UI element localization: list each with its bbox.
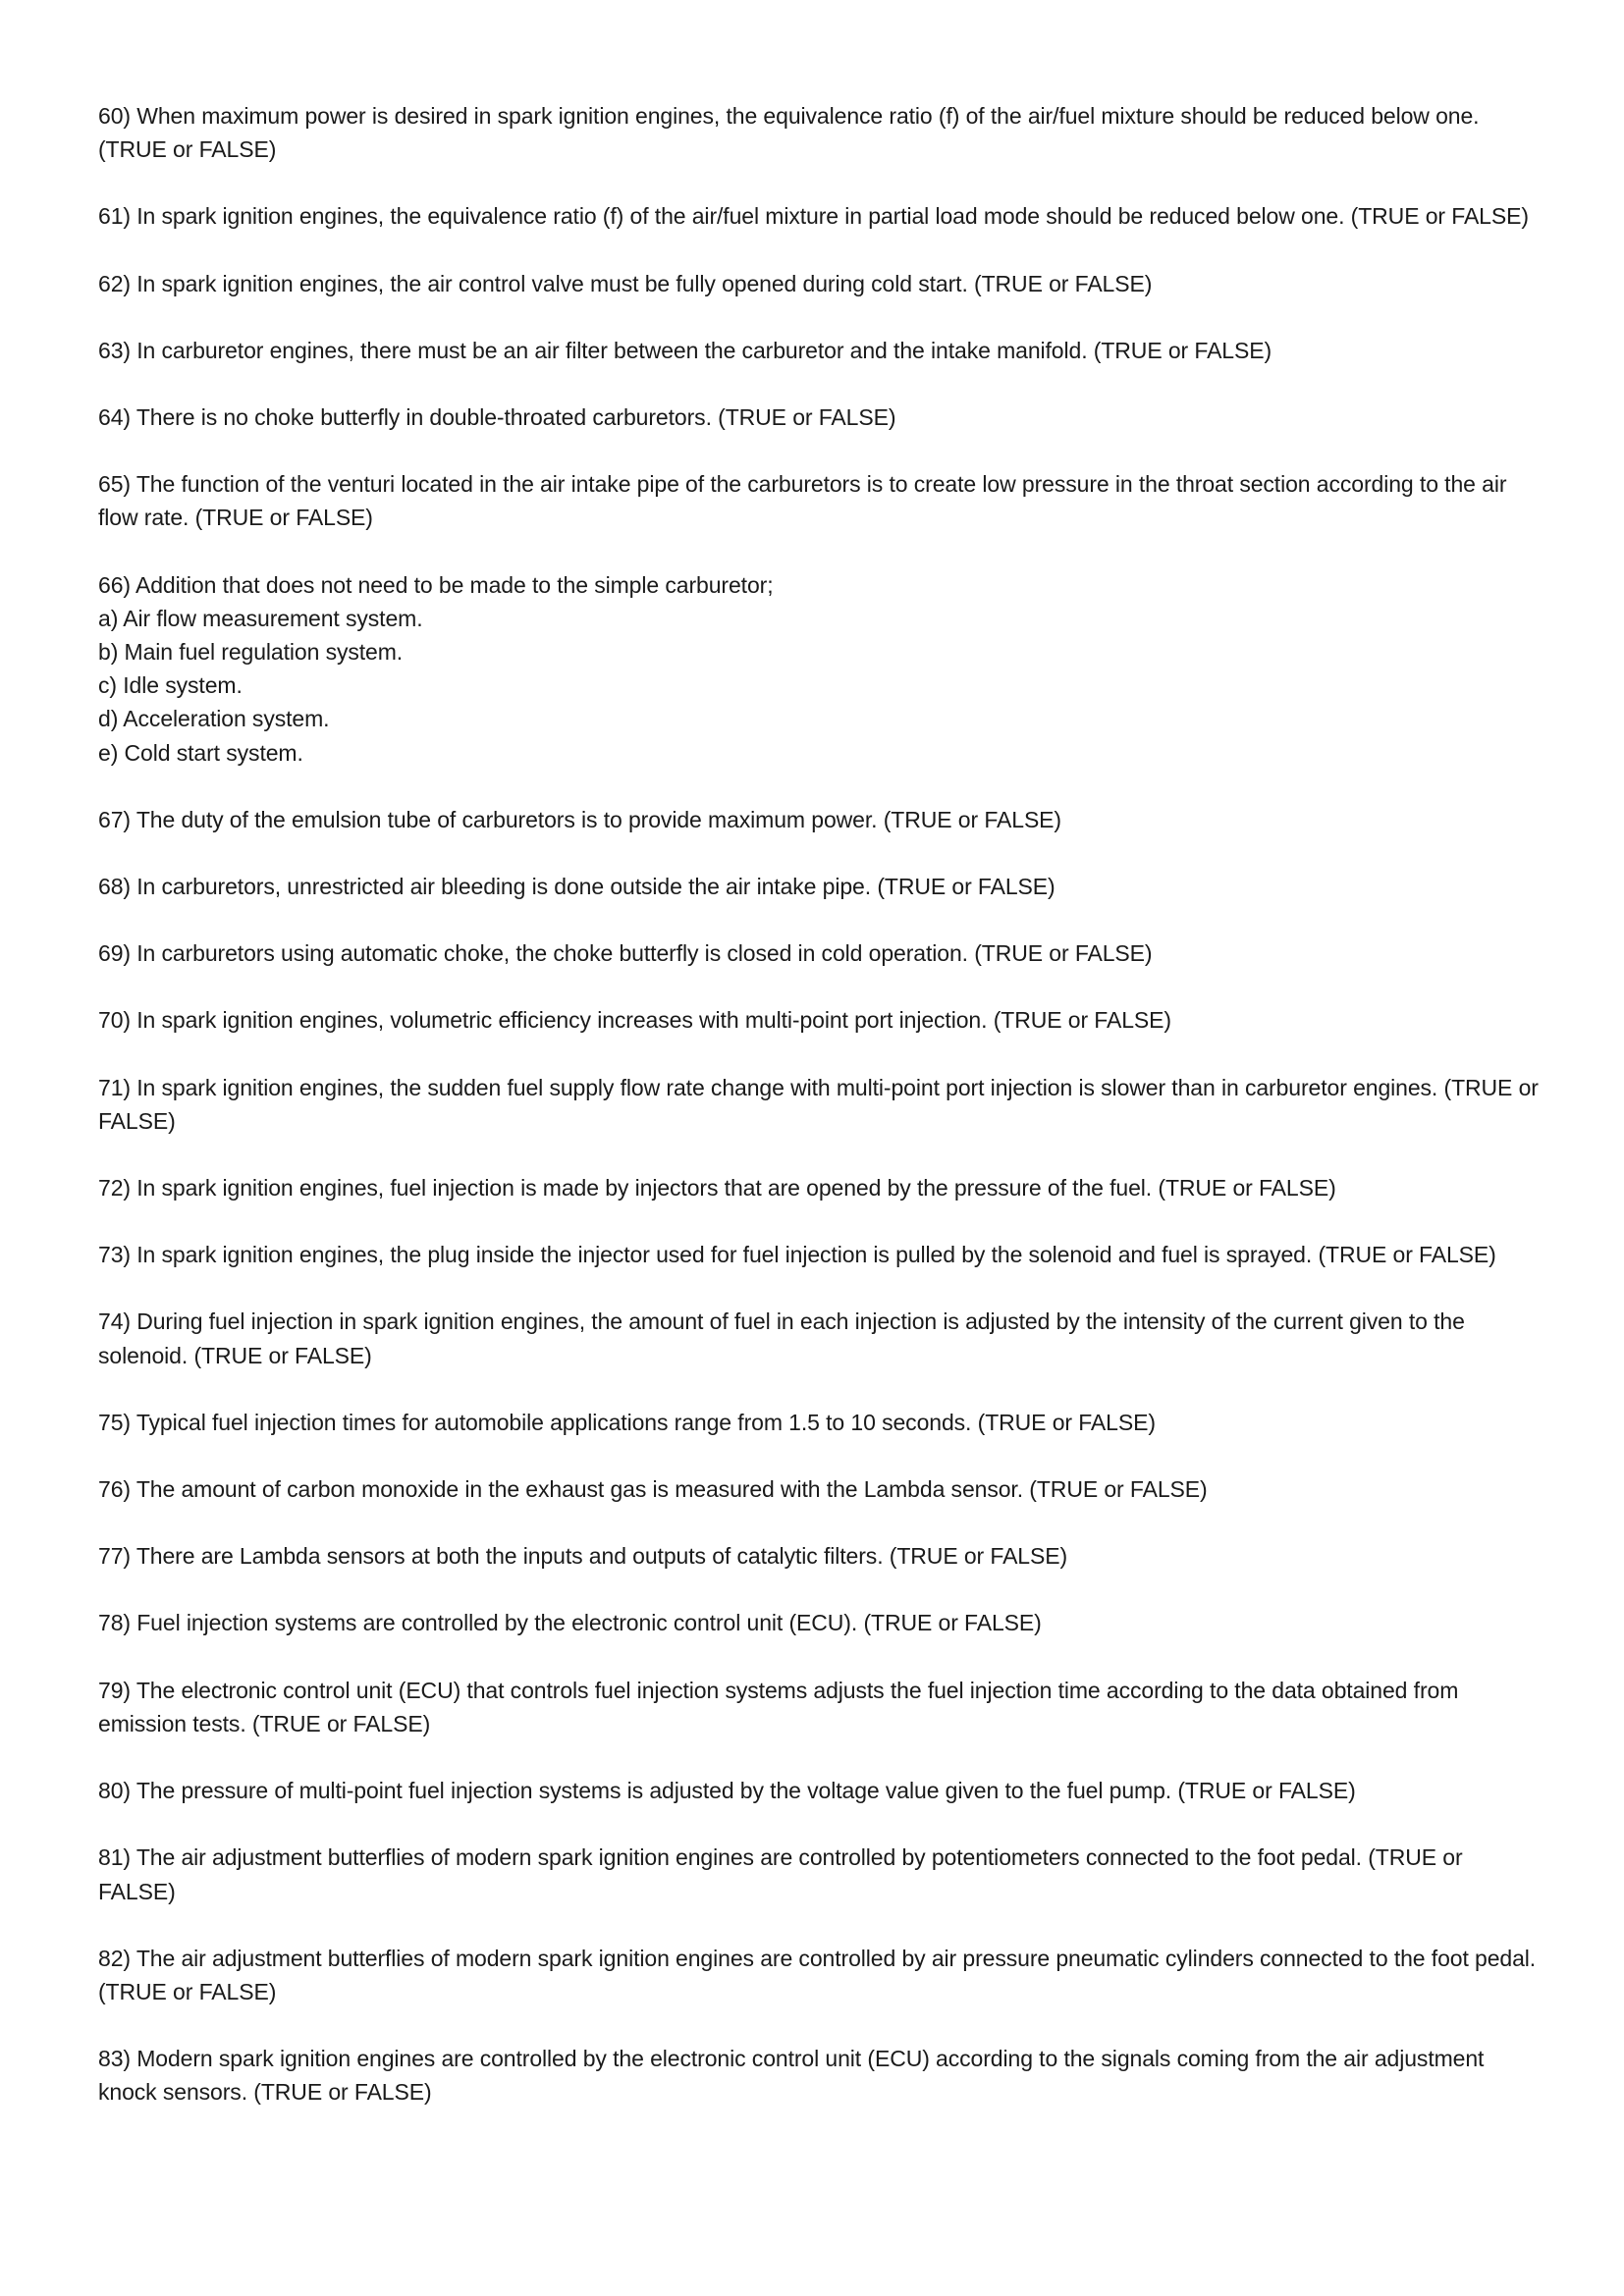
question-text: 60) When maximum power is desired in spark ignition engines, the equivalence ratio (f) of the air/fuel mixture should be reduced below one. (TRUE or FALSE)	[98, 103, 1480, 163]
question-text: 73) In spark ignition engines, the plug inside the injector used for fuel injection is pulled by the solenoid and fuel is sprayed. (TRUE or FALSE)	[98, 1242, 1496, 1268]
question-62	[98, 267, 1542, 300]
question-text: 80) The pressure of multi-point fuel injection systems is adjusted by the voltage value given to the fuel pump. (TRUE or FALSE)	[98, 1778, 1356, 1804]
question-text: 83) Modern spark ignition engines are controlled by the electronic control unit (ECU) according to the signals coming from the air adjustment knock sensors. (TRUE or FALSE)	[98, 2046, 1485, 2106]
question-80	[98, 1774, 1542, 1807]
question-text: 61) In spark ignition engines, the equivalence ratio (f) of the air/fuel mixture in partial load mode should be reduced below one. (TRUE or FALSE)	[98, 203, 1529, 230]
question-60	[98, 99, 1542, 166]
question-text: 67) The duty of the emulsion tube of carburetors is to provide maximum power. (TRUE or FALSE)	[98, 806, 1061, 832]
question-text: 63) In carburetor engines, there must be an air filter between the carburetor and the intake manifold. (TRUE or FALSE)	[98, 337, 1272, 363]
question-73	[98, 1238, 1542, 1271]
question-70	[98, 1003, 1542, 1037]
question-text: 81) The air adjustment butterflies of modern spark ignition engines are controlled by potentiometers connected to the foot pedal. (TRUE or FALSE)	[98, 1844, 1463, 1904]
question-82	[98, 1942, 1542, 2008]
question-65	[98, 467, 1542, 534]
question-text: 82) The air adjustment butterflies of modern spark ignition engines are controlled by air pressure pneumatic cylinders connected to the foot pedal. (TRUE or FALSE)	[98, 1945, 1537, 2004]
question-text: 62) In spark ignition engines, the air control valve must be fully opened during cold start. (TRUE or FALSE)	[98, 270, 1153, 296]
question-text: 69) In carburetors using automatic choke, the choke butterfly is closed in cold operation. (TRUE or FALSE)	[98, 940, 1153, 967]
question-67	[98, 803, 1542, 836]
question-text: 76) The amount of carbon monoxide in the exhaust gas is measured with the Lambda sensor. (TRUE or FALSE)	[98, 1476, 1208, 1503]
question-68	[98, 870, 1542, 903]
question-text: 78) Fuel injection systems are controlled by the electronic control unit (ECU). (TRUE or FALSE)	[98, 1610, 1042, 1636]
question-76	[98, 1472, 1542, 1506]
question-71	[98, 1071, 1542, 1138]
question-77	[98, 1539, 1542, 1573]
question-text: 77) There are Lambda sensors at both the inputs and outputs of catalytic filters. (TRUE or FALSE)	[98, 1543, 1068, 1570]
question-text: 71) In spark ignition engines, the sudden fuel supply flow rate change with multi-point port injection is slower than in carburetor engines. (TRUE or FALSE)	[98, 1074, 1539, 1134]
question-64	[98, 400, 1542, 434]
question-75	[98, 1406, 1542, 1439]
question-text: 70) In spark ignition engines, volumetric efficiency increases with multi-point port injection. (TRUE or FALSE)	[98, 1007, 1171, 1034]
option-a: a) Air flow measurement system.	[98, 605, 423, 631]
question-text: 65) The function of the venturi located in the air intake pipe of the carburetors is to create low pressure in the throat section according to the air flow rate. (TRUE or FALSE)	[98, 471, 1507, 531]
question-74	[98, 1305, 1542, 1371]
question-83	[98, 2042, 1542, 2109]
question-69	[98, 936, 1542, 970]
question-61	[98, 199, 1542, 233]
question-text: 68) In carburetors, unrestricted air bleeding is done outside the air intake pipe. (TRUE or FALSE)	[98, 874, 1056, 900]
question-81	[98, 1841, 1542, 1907]
option-b: b) Main fuel regulation system.	[98, 639, 404, 666]
option-d: d) Acceleration system.	[98, 706, 330, 732]
question-79	[98, 1674, 1542, 1740]
option-c: c) Idle system.	[98, 672, 243, 699]
question-63	[98, 334, 1542, 367]
question-72	[98, 1171, 1542, 1204]
question-text: 66) Addition that does not need to be made to the simple carburetor;	[98, 571, 774, 598]
question-text: 75) Typical fuel injection times for automobile applications range from 1.5 to 10 seconds. (TRUE or FALSE)	[98, 1409, 1156, 1435]
question-text: 79) The electronic control unit (ECU) that controls fuel injection systems adjusts the fuel injection time according to the data obtained from emission tests. (TRUE or FALSE)	[98, 1677, 1459, 1736]
question-list	[98, 99, 1542, 2143]
question-text: 74) During fuel injection in spark ignition engines, the amount of fuel in each injection is adjusted by the intensity of the current given to the solenoid. (TRUE or FALSE)	[98, 1308, 1465, 1368]
question-text: 64) There is no choke butterfly in double-throated carburetors. (TRUE or FALSE)	[98, 404, 896, 431]
answer-options	[98, 602, 1542, 770]
question-text: 72) In spark ignition engines, fuel injection is made by injectors that are opened by the pressure of the fuel. (TRUE or FALSE)	[98, 1175, 1336, 1201]
question-66	[98, 568, 1542, 770]
option-e: e) Cold start system.	[98, 739, 303, 766]
question-78	[98, 1606, 1542, 1639]
